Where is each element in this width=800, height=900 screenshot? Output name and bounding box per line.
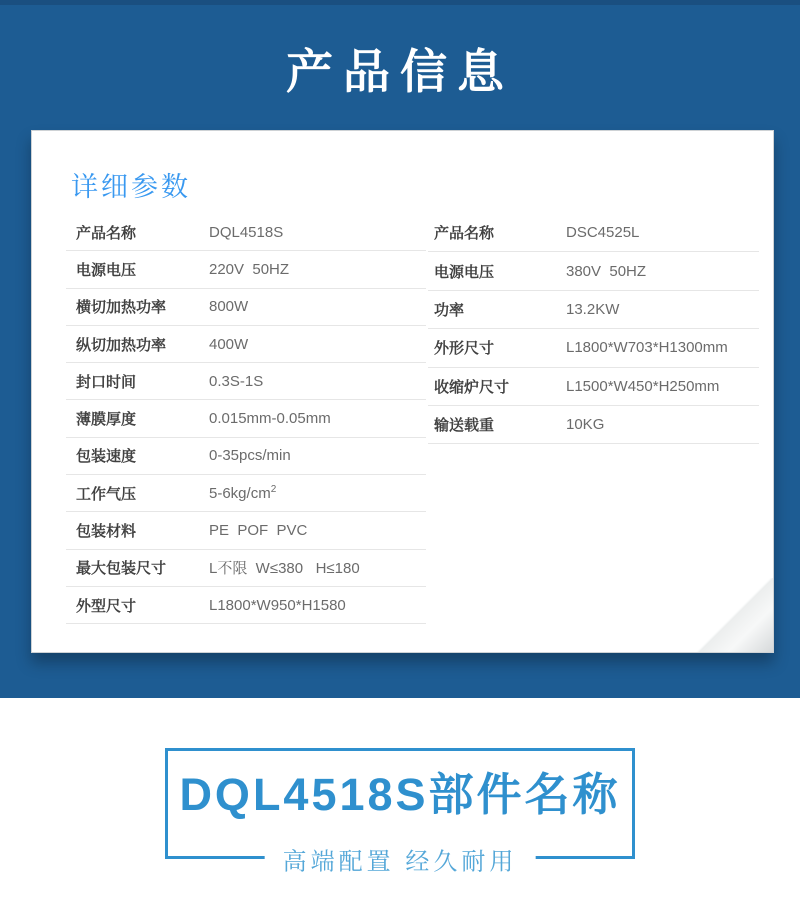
- spec-label: 外型尺寸: [76, 597, 137, 615]
- spec-row: [66, 363, 426, 400]
- spec-value: $5-6kg/cm^2$: [209, 484, 277, 503]
- spec-label: 最大包装尺寸: [76, 560, 167, 578]
- spec-row: [66, 289, 426, 326]
- spec-value: 10KG: [566, 416, 605, 434]
- spec-label: 横切加热功率: [76, 299, 167, 317]
- spec-label: 电源电压: [76, 261, 137, 279]
- footer-section: [0, 748, 800, 900]
- spec-row: [66, 512, 426, 549]
- detail-card: [31, 130, 774, 653]
- spec-row: [428, 291, 759, 329]
- spec-row: [428, 368, 759, 406]
- spec-value: DSC4525L: [566, 224, 640, 242]
- spec-row: [66, 550, 426, 587]
- spec-value: L1800*W950*H1580: [209, 596, 346, 614]
- spec-row: [66, 587, 426, 624]
- spec-value: L不限 W≤380 H≤180: [209, 560, 360, 578]
- spec-value: 800W: [209, 298, 249, 316]
- spec-value: PE POF PVC: [209, 522, 308, 540]
- spec-value: DQL4518S: [209, 223, 284, 241]
- spec-label: 工作气压: [76, 485, 137, 503]
- section-title: 详细参数: [71, 172, 191, 202]
- spec-label: 功率: [434, 301, 465, 319]
- spec-row: [66, 251, 426, 288]
- spec-row: [428, 406, 759, 444]
- spec-value: 0.3S-1S: [209, 372, 264, 390]
- spec-value: 0-35pcs/min: [209, 447, 291, 465]
- spec-label: 薄膜厚度: [76, 411, 137, 429]
- spec-label: 封口时间: [76, 373, 137, 391]
- page-title: 产品信息: [286, 45, 514, 98]
- spec-row: [428, 252, 759, 290]
- spec-value: L1800*W703*H1300mm: [566, 339, 728, 357]
- spec-row: [66, 475, 426, 512]
- spec-value: 13.2KW: [566, 300, 620, 318]
- model-box-subtitle: 高端配置 经久耐用: [265, 842, 536, 877]
- specs-table-right: [428, 214, 759, 444]
- spec-label: 包装材料: [76, 523, 137, 541]
- model-box-title: DQL4518S部件名称: [179, 769, 621, 820]
- spec-value: 400W: [209, 335, 249, 353]
- spec-row: [66, 400, 426, 437]
- spec-value: 220V 50HZ: [209, 260, 290, 278]
- spec-row: [428, 214, 759, 252]
- specs-table-left: [66, 214, 426, 624]
- banner-top-strip: [0, 0, 800, 5]
- spec-row: [66, 326, 426, 363]
- spec-label: 产品名称: [76, 224, 137, 242]
- model-box: [165, 748, 635, 876]
- spec-label: 收缩炉尺寸: [434, 378, 510, 396]
- page-curl-decoration: [687, 578, 773, 652]
- spec-row: [66, 438, 426, 475]
- spec-value: L1500*W450*H250mm: [566, 377, 720, 395]
- spec-label: 纵切加热功率: [76, 336, 167, 354]
- spec-label: 外形尺寸: [434, 340, 495, 358]
- spec-value: 380V 50HZ: [566, 262, 647, 280]
- spec-row: [66, 214, 426, 251]
- spec-label: 包装速度: [76, 448, 137, 466]
- spec-label: 产品名称: [434, 225, 495, 243]
- spec-value: 0.015mm-0.05mm: [209, 410, 331, 428]
- spec-label: 电源电压: [434, 263, 495, 281]
- spec-row: [428, 329, 759, 367]
- spec-label: 输送载重: [434, 417, 495, 435]
